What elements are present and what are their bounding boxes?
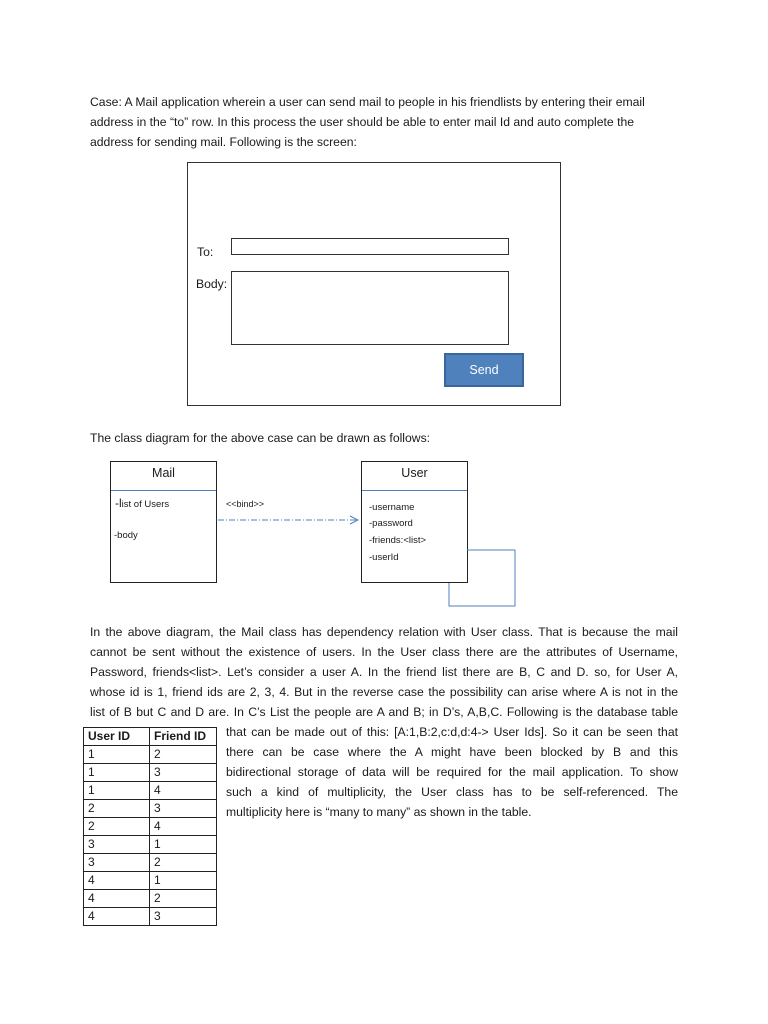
table-row [84, 836, 217, 854]
intro-line: address in the “to” row. In this process the user should be able to enter mail Id and auto complete the [90, 115, 635, 129]
self-reference-association [449, 550, 515, 606]
side-line: multiplicity here is “many to many” as shown in the table. [226, 805, 532, 819]
intro-line: address for sending mail. Following is the screen: [90, 135, 357, 149]
cell-friend-id: 3 [150, 764, 217, 782]
table-row [84, 782, 217, 800]
side-line: there can be case where the A might have been blocked by B and this [226, 745, 678, 759]
cell-user-id: 1 [84, 764, 150, 782]
table-row [84, 854, 217, 872]
side-line: that can be made out of this: [A:1,B:2,c:d,d:4-> User Ids]. So it can be seen that [226, 725, 678, 739]
bind-stereotype-label: <<bind>> [226, 499, 265, 509]
cell-user-id: 1 [84, 782, 150, 800]
explanation-line: list of B but C and D are. In C’s List the people are A and B; in D’s, A,B,C. Following is the database table [90, 705, 678, 719]
user-attr-friends: -friends:<list> [369, 535, 427, 546]
side-line: bidirectional storage of data will be required for the mail application. To show [226, 765, 678, 779]
explanation-paragraph [90, 622, 678, 722]
mail-attr-list-prefix: -l [115, 496, 122, 510]
explanation-line: cannot be sent without the existence of users. In the User class there are the attributes of Username, [90, 645, 678, 659]
table-row [84, 818, 217, 836]
header-friend-id: Friend ID [150, 728, 217, 746]
send-button[interactable]: Send [444, 353, 524, 387]
user-attr-password: -password [369, 518, 413, 529]
table-header-row [84, 728, 217, 746]
cell-friend-id: 4 [150, 782, 217, 800]
mail-class-name: Mail [111, 462, 216, 491]
table-row [84, 872, 217, 890]
cell-friend-id: 2 [150, 854, 217, 872]
cell-friend-id: 4 [150, 818, 217, 836]
cell-user-id: 4 [84, 872, 150, 890]
intro-line: Case: A Mail application wherein a user can send mail to people in his friendlists by entering their email [90, 95, 645, 109]
cell-user-id: 4 [84, 890, 150, 908]
mail-attr-body: -body [114, 530, 138, 541]
cell-friend-id: 3 [150, 800, 217, 818]
side-line: such a kind of multiplicity, the User class has to be self-referenced. The [226, 785, 678, 799]
user-attr-username: -username [369, 502, 415, 513]
table-row [84, 764, 217, 782]
cell-friend-id: 2 [150, 746, 217, 764]
side-paragraph [226, 722, 678, 822]
cell-user-id: 3 [84, 854, 150, 872]
table-row [84, 890, 217, 908]
cell-friend-id: 3 [150, 908, 217, 926]
to-label: To: [197, 245, 214, 259]
explanation-line: whose id is 1, friend ids are 2, 3, 4. But in the reverse case the possibility can arise where A is not in the [90, 685, 678, 699]
mail-attr-list-rest: ist of Users [121, 499, 170, 510]
cell-user-id: 2 [84, 818, 150, 836]
cell-friend-id: 2 [150, 890, 217, 908]
diagram-intro: The class diagram for the above case can be drawn as follows: [90, 431, 431, 445]
table-row [84, 800, 217, 818]
user-attr-userid: -userId [369, 552, 399, 563]
explanation-line: In the above diagram, the Mail class has dependency relation with User class. That is because the mail [90, 625, 678, 639]
table-row [84, 908, 217, 926]
cell-friend-id: 1 [150, 872, 217, 890]
cell-user-id: 4 [84, 908, 150, 926]
cell-friend-id: 1 [150, 836, 217, 854]
explanation-line: Password, friends<list>. Let’s consider a user A. In the friend list there are B, C and D. so, for User A, [90, 665, 678, 679]
cell-user-id: 3 [84, 836, 150, 854]
table-row [84, 746, 217, 764]
friends-table [83, 727, 217, 926]
user-class-name: User [362, 462, 467, 491]
cell-user-id: 1 [84, 746, 150, 764]
cell-user-id: 2 [84, 800, 150, 818]
header-user-id: User ID [84, 728, 150, 746]
body-label: Body: [196, 277, 228, 291]
